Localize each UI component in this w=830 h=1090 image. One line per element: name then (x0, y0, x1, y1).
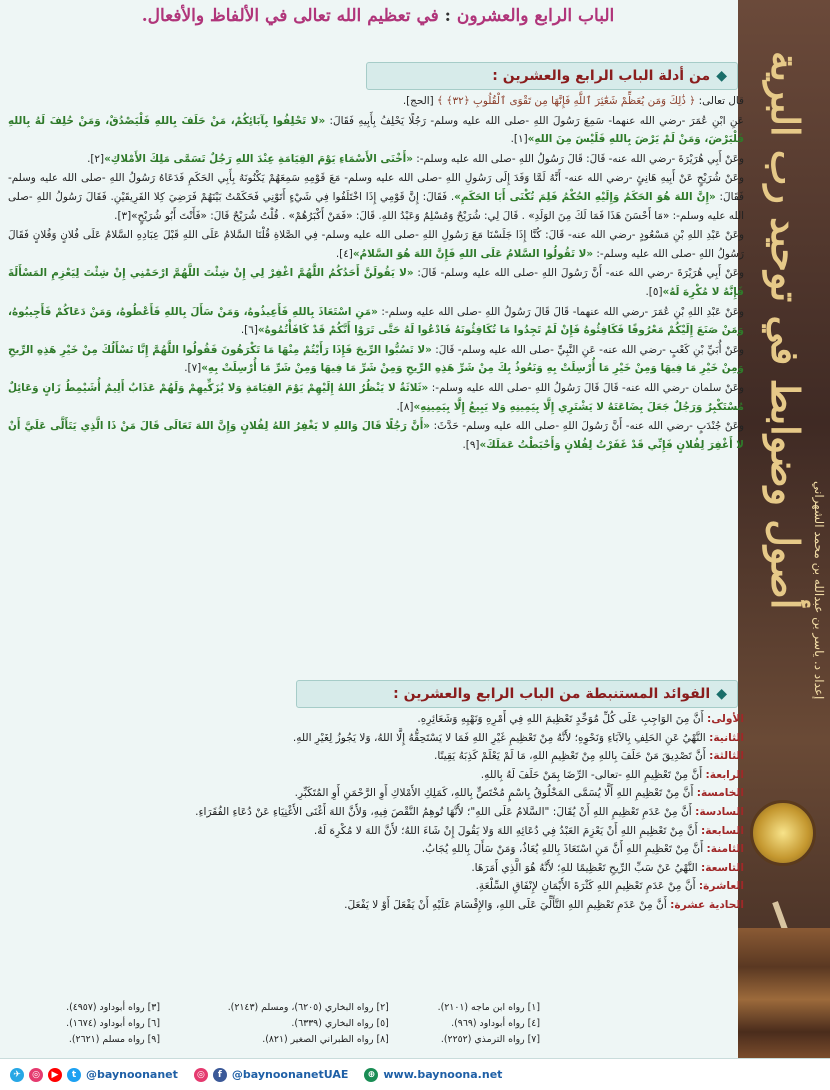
footnote-row (26, 1032, 546, 1048)
benefit-text: أَنَّ مِنَ الوَاجِبِ عَلَى كُلِّ مُوَحِّدٍ تَعْظِيمَ اللهِ فِي أَمْرِهِ وَنَهْيِهِ وَشَعَائِرِهِ. (417, 713, 707, 725)
benefit-item (8, 729, 744, 748)
evidence-paragraph (8, 150, 744, 169)
paragraph-post: [٦]. (240, 324, 258, 337)
benefit-text: أَنَّ مِنْ تَعْظِيمِ اللهِ أَنْ يَعْزِمَ العَبْدُ فِي دُعَائِهِ اللهَ وَلا يَقُولَ إِنْ شَاءَ اللهُ؛ لأَنَّ اللهَ لا مُكْرِهَ لَهُ. (313, 824, 701, 837)
benefit-label: الثانية: (709, 731, 744, 744)
evidence-paragraph (8, 264, 744, 301)
title-subtitle: في تعظيم الله تعالى في الألفاظ والأفعال. (141, 6, 439, 26)
benefit-label: الأولى: (706, 713, 744, 725)
benefit-text: النَّهْيُ عَنِ الحَلِفِ بِالآبَاءِ وَنَحْوِهِ؛ لأَنَّهُ مِنْ تَعْظِيمِ غَيْرِ اللهِ فَمَا لا يَسْتَحِقُّهُ إِلَّا اللهُ، وَلا يَجُوزُ لِغَيْرِ اللهِ. (292, 731, 710, 744)
benefit-label: العاشرة: (698, 880, 744, 893)
benefit-item (8, 784, 744, 803)
paragraph-green: «أَخْنَى الأَسْمَاءِ يَوْمَ القِيَامَةِ عِنْدَ اللهِ رَجُلٌ تَسَمَّى مَلِكَ الأَمْلاكِ» (104, 152, 413, 165)
benefits-list (8, 710, 744, 915)
section-heading-text: الفوائد المستنبطة من الباب الرابع والعشرين : (393, 686, 711, 702)
twitter-icon: t (67, 1068, 81, 1082)
benefit-text: أَنَّ مِنْ عَدَمِ تَعْظِيمِ اللهِ كَثْرَةَ الأَيْمَانِ لإِنْفَاقِ السِّلْعَةِ. (475, 880, 699, 893)
paragraph-green: «لا تَحْلِفُوا بِآبَائِكُمْ، مَنْ حَلَفَ بِاللهِ فَلْيَصْدُقْ، وَمَنْ حُلِفَ لَهُ بِاللهِ فَلْيَرْضَ، وَمَنْ لَمْ يَرْضَ بِاللهِ فَلَيْسَ مِنَ اللهِ» (8, 114, 744, 146)
paragraph-post: [٧]. (184, 362, 202, 375)
main-content (8, 0, 748, 1000)
page-title (8, 6, 748, 36)
paragraph-pre: وعَنْ أُبَيِّ بْنِ كَعْبٍ -رضي الله عنه- عَنِ النَّبِيِّ -صلى الله عليه وسلم- قَالَ: (431, 343, 744, 356)
paragraph-post: [الحج]. (402, 95, 437, 107)
benefit-label: الخامسة: (696, 787, 744, 800)
evidence-paragraph (8, 303, 744, 340)
benefit-item (8, 896, 744, 915)
footnote-row (26, 1000, 546, 1016)
footnotes-table (26, 1000, 546, 1048)
instagram-icon: ◎ (194, 1068, 208, 1082)
footnote: [٦] رواه أبوداود (١٦٧٤). (66, 1018, 160, 1029)
benefit-item (8, 840, 744, 859)
benefit-text: أَنَّ مِنْ عَدَمِ تَعْظِيمِ اللهِ أَنْ يُقَالَ: "السَّلامُ عَلَى اللهِ"؛ لأَنَّهَا تُوهِمُ النَّقْصَ فِيهِ، وَلأَنَّ اللهَ أَغْنَى الأَغْنِيَاءِ عَنْ دُعَاءِ الفُقَرَاءِ. (195, 805, 696, 818)
benefit-label: التاسعة: (701, 861, 744, 874)
benefit-item (8, 710, 744, 729)
title-main: الباب الرابع والعشرون (456, 6, 615, 26)
paragraph-green: «لا يَقُولَنَّ أَحَدُكُمُ اللَّهُمَّ اغْفِرْ لِي إِنْ شِئْتَ اللَّهُمَّ ارْحَمْنِي إِنْ شِئْتَ لِيَعْزِمِ المَسْأَلَةَ فَإِنَّهُ لا مُكْرِهَ لَهُ» (8, 267, 744, 298)
footnote: [٨] رواه الطبراني الصغير (٨٢١). (262, 1034, 389, 1045)
benefit-item (8, 803, 744, 822)
paragraph-green: «ثَلاثَةٌ لا يَنْظُرُ اللهُ إِلَيْهِمْ يَوْمَ القِيَامَةِ وَلا يُزَكِّيهِمْ وَلَهُمْ عَذَابٌ أَلِيمٌ أُشَيْمِطُ زَانٍ وَعَائِلٌ مُسْتَكْبِرٌ وَرَجُلٌ جَعَلَ بِضَاعَتَهُ لا يَشْتَرِي إِلَّا بِيَمِينِهِ وَلا يَبِيعُ إِلَّا بِيَمِينِهِ» (8, 381, 744, 413)
globe-icon: ⊕ (364, 1068, 378, 1082)
evidence-paragraph (8, 92, 744, 111)
paragraph-post: [٢]. (87, 152, 105, 165)
benefit-label: الثامنة: (706, 843, 744, 856)
benefit-item (8, 822, 744, 841)
section-heading-benefits (296, 680, 738, 708)
title-separator: : (444, 6, 451, 26)
paragraph-green: «أَنَّ رَجُلًا قَالَ وَاللهِ لا يَغْفِرُ اللهُ لِفُلانٍ وَإِنَّ اللهَ تَعَالَى قَالَ مَنْ ذَا الَّذِي يَتَأَلَّى عَلَيَّ أَنْ لا أَغْفِرَ لِفُلانٍ فَإِنِّي قَدْ غَفَرْتُ لِفُلانٍ وَأَحْبَطْتُ عَمَلَكَ» (8, 420, 744, 451)
paragraph-pre: وعَنْ أَبِي هُرَيْرَةَ -رضي الله عنه- أَنَّ رَسُولَ اللهِ -صلى الله عليه وسلم- قَالَ: (413, 267, 745, 280)
footnote: [٩] رواه مسلم (٢٦٢١). (68, 1034, 160, 1045)
social-handle-1[interactable] (10, 1068, 178, 1082)
paragraph-green: «مَنِ اسْتَعَاذَ بِاللهِ فَأَعِيذُوهُ، وَمَنْ سَأَلَ بِاللهِ فَأَعْطُوهُ، وَمَنْ دَعَاكُمْ فَأَجِيبُوهُ، وَمَنْ صَنَعَ إِلَيْكُمْ مَعْرُوفًا فَكَافِئُوهُ فَإِنْ لَمْ تَجِدُوا مَا تُكَافِئُونَهُ فَادْعُوا لَهُ حَتَّى تَرَوْا أَنَّكُمْ قَدْ كَافَأْتُمُوهُ» (8, 305, 744, 337)
handle-text-1: @baynoonanet (86, 1068, 178, 1081)
social-handle-2[interactable] (194, 1068, 349, 1082)
paragraph-pre: وعَنْ سلمان -رضي الله عنه- قَالَ قَالَ رَسُولُ اللهِ -صلى الله عليه وسلم-: (428, 381, 744, 394)
evidence-paragraph (8, 169, 744, 225)
paragraph-post: . فَقَالَ: إِنَّ قَوْمِي إِذَا اخْتَلَفُوا فِي شَيْءٍ أَتَوْنِي فَحَكَمْتُ بَيْنَهُمْ فَرَضِيَ كِلا الفَرِيقَيْنِ. فَقَالَ رَسُولُ اللهِ -صلى الله عليه وسلم-: «مَا أَحْسَنَ هَذَا فَمَا لَكَ مِنَ الوَلَدِ» . قَالَ لِي: شُرَيْحٌ وَمُسْلِمٌ وَعَبْدُ اللهِ. قَالَ: «فَمَنْ أَكْبَرُهُمْ» . قُلْتُ شُرَيْحٌ قَالَ: «فَأَنْتَ أَبُو شُرَيْحٍ»[٣]. (8, 190, 744, 222)
evidence-paragraph (8, 112, 744, 149)
benefit-text: أَنَّ تَصْدِيقَ مَنْ حَلَفَ بِاللهِ مِنْ تَعْظِيمِ اللهِ، مَا لَمْ يَعْلَمْ كَذِبَهُ يَقِينًا. (433, 750, 710, 763)
footnote: [٥] رواه البخاري (٦٣٣٩). (291, 1018, 389, 1029)
benefit-text: أَنَّ مِنْ عَدَمِ تَعْظِيمِ اللهِ التَّأَلِّيَ عَلَى اللهِ، وَالإِقْسَامَ عَلَيْهِ أَنْ يَفْعَلَ أَوْ لا يَفْعَلَ. (344, 898, 671, 911)
handle-text-2: @baynoonanetUAE (231, 1068, 349, 1081)
evidence-text (8, 92, 744, 455)
author-credit: إعداد د. ياسر بن عبدالله بن محمد الشهراني (812, 480, 826, 700)
youtube-icon: ▶ (48, 1068, 62, 1082)
benefit-item (8, 747, 744, 766)
paragraph-post: [٤]. (335, 247, 353, 260)
footnote: [٣] رواه أبوداود (٤٩٥٧). (66, 1002, 160, 1013)
paragraph-pre: قال تعالى: (695, 95, 744, 107)
benefit-label: السابعة: (701, 824, 744, 837)
benefit-text: أَنَّ مِنْ تَعْظِيمِ اللهِ أَنَّ مَنِ اسْتَعَاذَ بِاللهِ يُعَاذُ، وَمَنْ سَأَلَ بِاللهِ يُجَابُ. (421, 843, 707, 856)
evidence-paragraph (8, 341, 744, 378)
book-title-calligraphy: أصول وضوابط في توحيد رب البرية (763, 50, 808, 610)
paragraph-pre: وعَنْ شُرَيْحٍ عَنْ أَبِيهِ هَانِئٍ -رضي الله عنه- أَنَّهُ لَمَّا وَفَدَ إِلَى رَسُولِ اللهِ -صلى الله عليه وسلم- مَعَ قَوْمِهِ سَمِعَهُمْ يَكْنُونَهُ بِأَبِي الحَكَمِ فَدَعَاهُ رَسُولُ اللهِ -صلى الله عليه وسلم- فَقَالَ: (8, 172, 744, 203)
paragraph-post: [٨]. (396, 400, 414, 413)
paragraph-pre: وعَنْ عَبْدِ اللهِ بْنِ مَسْعُودٍ -رضي الله عنه- قَالَ: كُنَّا إِذَا جَلَسْنَا مَعَ رَسُولِ اللهِ -صلى الله عليه وسلم- فِي الصَّلاةِ قُلْنَا السَّلامُ عَلَى اللهِ قَبْلَ عِبَادِهِ السَّلامُ عَلَى فُلانٍ وَفُلانٍ فَقَالَ رَسُولُ اللهِ -صلى الله عليه وسلم-: (8, 229, 744, 260)
footnote-row (26, 1016, 546, 1032)
evidence-paragraph (8, 379, 744, 416)
footnotes (26, 1000, 546, 1060)
paragraph-pre: وعَنْ أَبِي هُرَيْرَةَ -رضي الله عنه- قَالَ: قَالَ رَسُولُ اللهِ -صلى الله عليه وسلم-: (412, 152, 744, 165)
footnote: [٤] رواه أبوداود (٩٦٩). (451, 1018, 540, 1029)
benefit-text: أَنَّ مِنْ تَعْظِيمِ اللهِ -تعالى- الرِّضَا بِمَنْ حَلَفَ لَهُ بِاللهِ. (480, 768, 706, 781)
footer-bar (0, 1058, 830, 1090)
section-heading-evidence (366, 62, 738, 90)
benefit-text: أَنَّ مِنْ تَعْظِيمِ اللهِ أَلَّا يُسَمَّى المَخْلُوقُ بِاسْمٍ مُخْتَصٍّ بِاللهِ، كَمَلِكِ الأَمْلاكِ أَوِ الرَّحْمَنِ أَوِ المُتَكَبِّرِ. (294, 787, 697, 800)
paragraph-green: «لا تَسُبُّوا الرِّيحَ فَإِذَا رَأَيْتُمْ مِنْهَا مَا تَكْرَهُونَ فَقُولُوا اللَّهُمَّ إِنَّا نَسْأَلُكَ مِنْ خَيْرِ هَذِهِ الرِّيحِ وَمِنْ خَيْرِ مَا فِيهَا وَمِنْ خَيْرِ مَا أُرْسِلَتْ بِهِ وَنَعُوذُ بِكَ مِنْ شَرِّ هَذِهِ الرِّيحِ وَمِنْ شَرِّ مَا فِيهَا وَمِنْ شَرِّ مَا أُرْسِلَتْ بِهِ» (8, 343, 744, 375)
benefit-label: الحادية عشرة: (670, 898, 744, 911)
paragraph-pre: عَنِ ابْنِ عُمَرَ -رضي الله عنهما- سَمِعَ رَسُولَ اللهِ -صلى الله عليه وسلم- رَجُلًا يَحْلِفُ بِأَبِيهِ فَقَالَ: (325, 114, 744, 127)
paragraph-green: «لا تَقُولُوا السَّلامُ عَلَى اللهِ فَإِنَّ اللهَ هُوَ السَّلامُ» (352, 247, 594, 260)
paragraph-pre: وعَنْ عَبْدِ اللهِ بْنِ عُمَرَ -رضي الله عنهما- قَالَ قَالَ رَسُولُ اللهِ -صلى الله عليه وسلم-: (377, 305, 744, 318)
website-text: www.baynoona.net (383, 1068, 503, 1081)
heading-marker-icon: ◆ (716, 68, 727, 84)
telegram-icon: ✈ (10, 1068, 24, 1082)
paragraph-ayah: ﴿ ذَٰلِكَ وَمَن يُعَظِّمْ شَعَٰٓئِرَ ٱللَّهِ فَإِنَّهَا مِن تَقْوَى ٱلْقُلُوبِ ﴿٣٢﴾ ﴾ (437, 95, 696, 107)
facebook-icon: f (213, 1068, 227, 1082)
section-heading-text: من أدلة الباب الرابع والعشرين : (492, 68, 711, 84)
benefit-item (8, 859, 744, 878)
instagram-icon: ◎ (29, 1068, 43, 1082)
benefit-label: السادسة: (695, 805, 744, 818)
paragraph-green: «إِنَّ اللهَ هُوَ الحَكَمُ وَإِلَيْهِ الحُكْمُ فَلِمَ تُكْنَى أَبَا الحَكَمِ» (454, 190, 716, 203)
benefit-item (8, 877, 744, 896)
paragraph-pre: وعَنْ جُنْدَبٍ -رضي الله عنه- أَنَّ رَسُولَ اللهِ -صلى الله عليه وسلم- حَدَّثَ: (429, 420, 744, 433)
books-illustration (738, 928, 830, 1058)
footnote: [٧] رواه الترمذي (٢٢٥٢). (440, 1034, 540, 1045)
paragraph-post: [٩]. (462, 438, 480, 451)
website-link[interactable] (364, 1068, 502, 1082)
benefit-item (8, 766, 744, 785)
paragraph-post: [١]. (510, 133, 528, 146)
benefit-label: الرابعة: (705, 768, 744, 781)
side-banner (738, 0, 830, 1058)
evidence-paragraph (8, 417, 744, 454)
footnote: [٢] رواه البخاري (٦٢٠٥)، ومسلم (٢١٤٣). (227, 1002, 389, 1013)
footnote: [١] رواه ابن ماجه (٢١٠١). (437, 1002, 540, 1013)
evidence-paragraph (8, 226, 744, 263)
heading-marker-icon: ◆ (716, 686, 727, 702)
paragraph-post: [٥]. (645, 285, 663, 298)
benefit-text: النَّهْيُ عَنْ سَبِّ الرِّيحِ تَعْظِيمًا للهِ؛ لأَنَّهُ هُوَ الَّذِي أَمَرَهَا. (471, 861, 702, 874)
seal-logo (750, 800, 816, 866)
benefit-label: الثالثة: (709, 750, 744, 763)
